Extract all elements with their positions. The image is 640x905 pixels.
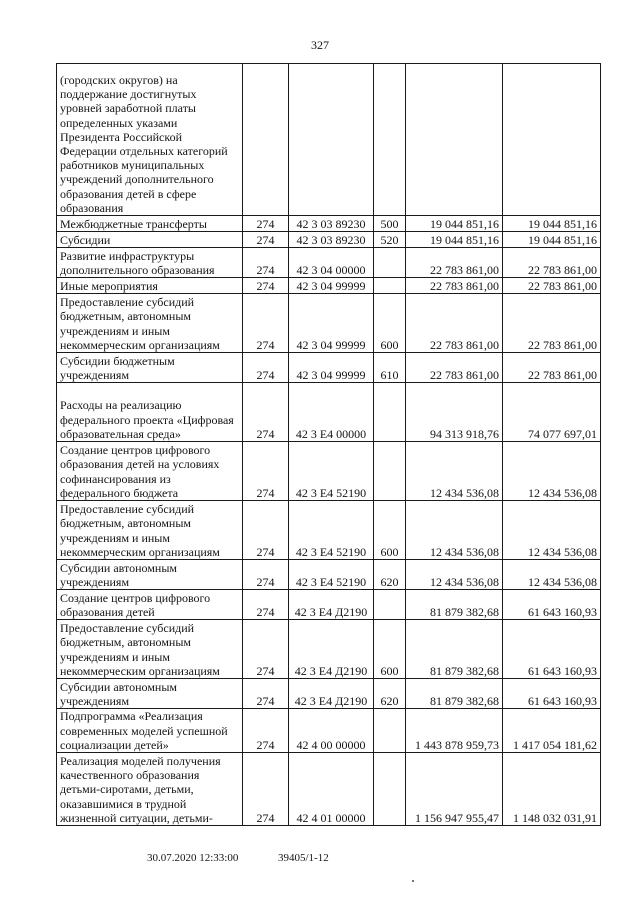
row-amount-year2-cell: 12 434 536,08: [503, 501, 601, 560]
row-name-cell: Субсидии автономным учреждениям: [57, 679, 243, 709]
row-amount-year2-cell: 61 643 160,93: [503, 590, 601, 620]
row-csr-cell: 42 3 Е4 Д2190: [289, 679, 374, 709]
table-row: [57, 560, 601, 590]
scan-speck: [412, 880, 414, 882]
row-code-cell: 274: [243, 216, 289, 232]
row-code-cell: 274: [243, 294, 289, 353]
row-amount-year1-cell: 1 443 878 959,73: [406, 709, 503, 753]
row-vr-cell: [374, 442, 406, 501]
row-name-cell: Реализация моделей получения качественного образования детьми-сиротами, детьми, оказавшимися в трудной жизненной ситуации, детьми-: [57, 753, 243, 826]
footer-document-number: 39405/1-12: [278, 852, 329, 864]
row-vr-cell: [374, 64, 406, 216]
table-row: [57, 353, 601, 383]
row-amount-year2-cell: [503, 64, 601, 216]
row-code-cell: 274: [243, 501, 289, 560]
row-csr-cell: 42 3 Е4 52190: [289, 501, 374, 560]
row-code-cell: 274: [243, 442, 289, 501]
row-csr-cell: 42 3 04 99999: [289, 278, 374, 294]
row-vr-cell: 620: [374, 560, 406, 590]
table-row: [57, 294, 601, 353]
row-amount-year1-cell: 19 044 851,16: [406, 232, 503, 248]
row-vr-cell: [374, 248, 406, 278]
row-amount-year2-cell: 12 434 536,08: [503, 560, 601, 590]
row-code-cell: 274: [243, 248, 289, 278]
row-amount-year1-cell: 19 044 851,16: [406, 216, 503, 232]
table-row: [57, 501, 601, 560]
row-vr-cell: [374, 709, 406, 753]
row-code-cell: 274: [243, 383, 289, 442]
row-code-cell: 274: [243, 753, 289, 826]
row-name-cell: Расходы на реализацию федерального проекта «Цифровая образовательная среда»: [57, 383, 243, 442]
row-amount-year1-cell: 81 879 382,68: [406, 679, 503, 709]
table-row: [57, 590, 601, 620]
table-row: [57, 278, 601, 294]
table-row: [57, 753, 601, 826]
row-vr-cell: 610: [374, 353, 406, 383]
row-vr-cell: 520: [374, 232, 406, 248]
row-csr-cell: 42 3 Е4 Д2190: [289, 590, 374, 620]
budget-table-body: [57, 64, 601, 826]
row-name-cell: Создание центров цифрового образования детей на условиях софинансирования из федерального бюджета: [57, 442, 243, 501]
row-name-cell: Субсидии бюджетным учреждениям: [57, 353, 243, 383]
row-amount-year1-cell: 12 434 536,08: [406, 501, 503, 560]
row-amount-year1-cell: 94 313 918,76: [406, 383, 503, 442]
row-amount-year1-cell: 12 434 536,08: [406, 560, 503, 590]
row-name-cell: Предоставление субсидий бюджетным, автономным учреждениям и иным некоммерческим организациям: [57, 294, 243, 353]
row-name-cell: Предоставление субсидий бюджетным, автономным учреждениям и иным некоммерческим организациям: [57, 501, 243, 560]
row-amount-year1-cell: [406, 64, 503, 216]
row-amount-year2-cell: 12 434 536,08: [503, 442, 601, 501]
table-row: [57, 232, 601, 248]
table-row: [57, 620, 601, 679]
row-vr-cell: 600: [374, 294, 406, 353]
row-name-cell: Подпрограмма «Реализация современных моделей успешной социализации детей»: [57, 709, 243, 753]
row-amount-year2-cell: 61 643 160,93: [503, 620, 601, 679]
table-row: [57, 442, 601, 501]
row-amount-year1-cell: 81 879 382,68: [406, 590, 503, 620]
row-amount-year2-cell: 61 643 160,93: [503, 679, 601, 709]
row-name-cell: Иные мероприятия: [57, 278, 243, 294]
row-name-cell: Субсидии: [57, 232, 243, 248]
row-amount-year1-cell: 22 783 861,00: [406, 248, 503, 278]
row-amount-year2-cell: 1 417 054 181,62: [503, 709, 601, 753]
row-csr-cell: 42 3 Е4 Д2190: [289, 620, 374, 679]
row-csr-cell: 42 3 03 89230: [289, 232, 374, 248]
footer-date: 30.07.2020 12:33:00: [147, 852, 239, 864]
row-amount-year1-cell: 12 434 536,08: [406, 442, 503, 501]
row-name-cell: (городских округов) на поддержание достигнутых уровней заработной платы определенных указами Президента Российской Федерации отдельных категорий работников муниципальных учреждений дополнительного образования детей в сфере образования: [57, 64, 243, 216]
row-amount-year2-cell: 22 783 861,00: [503, 248, 601, 278]
row-code-cell: 274: [243, 278, 289, 294]
row-code-cell: 274: [243, 590, 289, 620]
row-amount-year1-cell: 22 783 861,00: [406, 353, 503, 383]
row-amount-year1-cell: 81 879 382,68: [406, 620, 503, 679]
row-vr-cell: 500: [374, 216, 406, 232]
row-amount-year2-cell: 22 783 861,00: [503, 278, 601, 294]
row-csr-cell: 42 3 Е4 00000: [289, 383, 374, 442]
row-name-cell: Создание центров цифрового образования детей: [57, 590, 243, 620]
table-row: [57, 248, 601, 278]
row-csr-cell: 42 3 03 89230: [289, 216, 374, 232]
page-number: 327: [311, 38, 329, 52]
table-row: [57, 216, 601, 232]
row-vr-cell: 620: [374, 679, 406, 709]
row-code-cell: 274: [243, 232, 289, 248]
row-amount-year2-cell: 22 783 861,00: [503, 294, 601, 353]
row-code-cell: 274: [243, 353, 289, 383]
row-vr-cell: [374, 753, 406, 826]
row-csr-cell: 42 3 04 99999: [289, 294, 374, 353]
row-csr-cell: 42 4 00 00000: [289, 709, 374, 753]
row-code-cell: 274: [243, 709, 289, 753]
row-amount-year2-cell: 22 783 861,00: [503, 353, 601, 383]
row-amount-year1-cell: 22 783 861,00: [406, 278, 503, 294]
row-name-cell: Субсидии автономным учреждениям: [57, 560, 243, 590]
row-vr-cell: [374, 278, 406, 294]
row-name-cell: Предоставление субсидий бюджетным, автономным учреждениям и иным некоммерческим организациям: [57, 620, 243, 679]
row-vr-cell: [374, 383, 406, 442]
row-code-cell: [243, 64, 289, 216]
row-amount-year1-cell: 1 156 947 955,47: [406, 753, 503, 826]
row-vr-cell: 600: [374, 501, 406, 560]
row-csr-cell: 42 4 01 00000: [289, 753, 374, 826]
table-row: [57, 709, 601, 753]
table-row: [57, 64, 601, 216]
row-code-cell: 274: [243, 560, 289, 590]
row-code-cell: 274: [243, 620, 289, 679]
row-code-cell: 274: [243, 679, 289, 709]
row-vr-cell: 600: [374, 620, 406, 679]
row-amount-year2-cell: 19 044 851,16: [503, 216, 601, 232]
table-row: [57, 383, 601, 442]
row-amount-year2-cell: 19 044 851,16: [503, 232, 601, 248]
row-csr-cell: [289, 64, 374, 216]
row-amount-year2-cell: 74 077 697,01: [503, 383, 601, 442]
row-csr-cell: 42 3 Е4 52190: [289, 560, 374, 590]
table-row: [57, 679, 601, 709]
row-name-cell: Межбюджетные трансферты: [57, 216, 243, 232]
row-amount-year1-cell: 22 783 861,00: [406, 294, 503, 353]
row-vr-cell: [374, 590, 406, 620]
row-csr-cell: 42 3 Е4 52190: [289, 442, 374, 501]
budget-table: [56, 63, 601, 826]
row-name-cell: Развитие инфраструктуры дополнительного образования: [57, 248, 243, 278]
row-amount-year2-cell: 1 148 032 031,91: [503, 753, 601, 826]
row-csr-cell: 42 3 04 00000: [289, 248, 374, 278]
row-csr-cell: 42 3 04 99999: [289, 353, 374, 383]
